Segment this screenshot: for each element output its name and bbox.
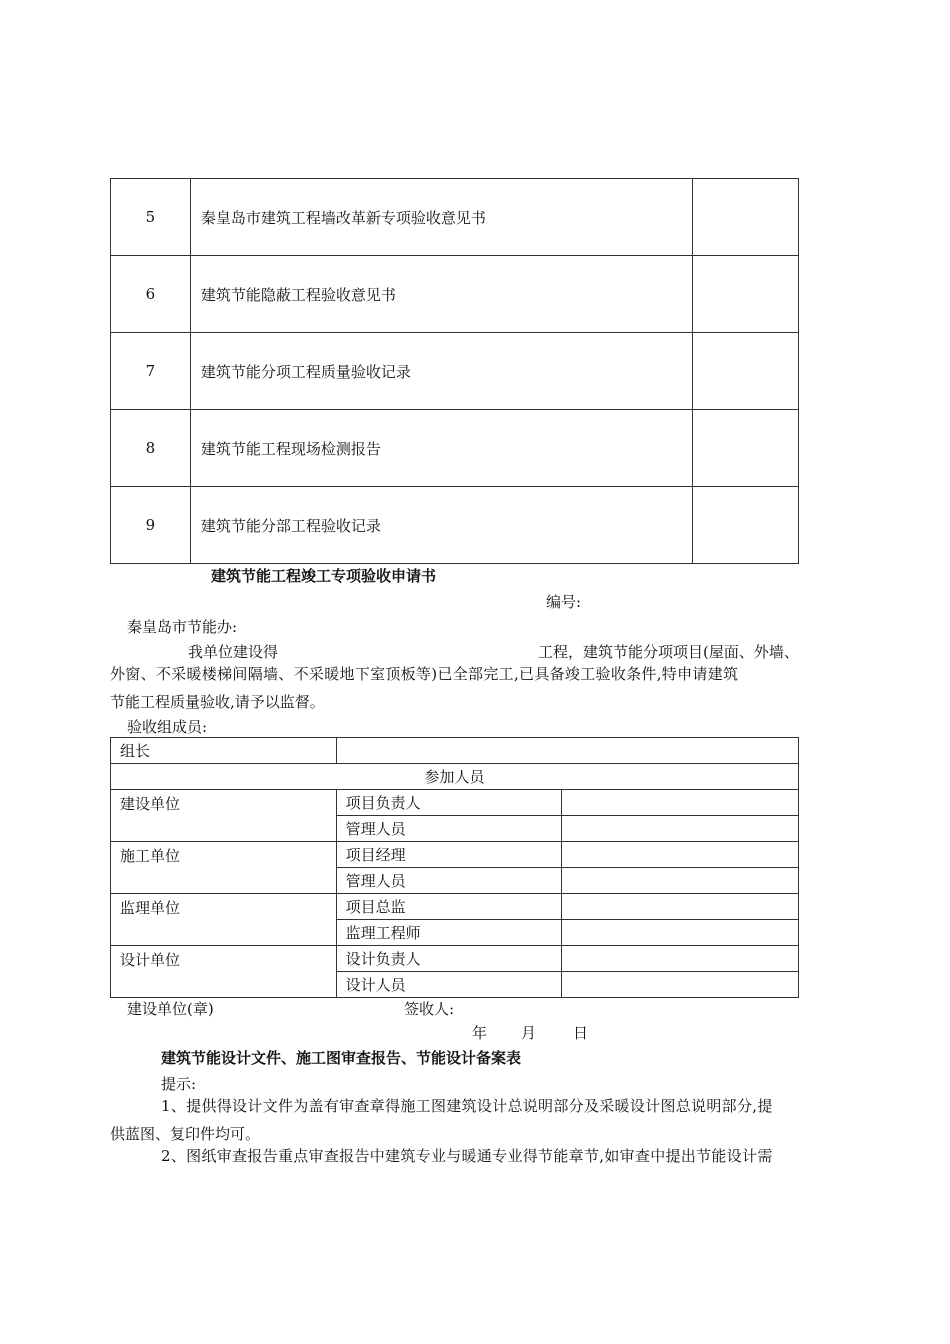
design-section-title: 建筑节能设计文件、施工图审查报告、节能设计备案表	[161, 1049, 522, 1067]
hint-label: 提示:	[161, 1075, 197, 1093]
hint-item-1b: 供蓝图、复印件均可。	[110, 1125, 261, 1143]
role-value	[562, 842, 799, 868]
role-value	[562, 894, 799, 920]
body-line-2: 外窗、不采暖楼梯间隔墙、不采暖地下室顶板等)已全部完工,已具备竣工验收条件,特申请建筑	[110, 665, 739, 683]
table-row	[111, 764, 799, 790]
role-label: 设计人员	[336, 972, 562, 998]
table-row	[111, 894, 799, 920]
row-number: 5	[111, 179, 191, 256]
role-value	[562, 946, 799, 972]
leader-value	[336, 738, 798, 764]
body-line-1a: 我单位建设得	[188, 643, 279, 661]
leader-label: 组长	[111, 738, 337, 764]
role-value	[562, 920, 799, 946]
role-label: 管理人员	[336, 868, 562, 894]
hint-item-1a: 1、提供得设计文件为盖有审查章得施工图建筑设计总说明部分及采暖设计图总说明部分,提	[161, 1097, 773, 1115]
unit-label: 建设单位	[111, 790, 337, 842]
hint-item-2a: 2、图纸审查报告重点审查报告中建筑专业与暖通专业得节能章节,如审查中提出节能设计需	[161, 1147, 773, 1165]
table-row	[111, 410, 799, 487]
members-label: 验收组成员:	[127, 718, 208, 736]
body-line-1b: 工程，建筑节能分项项目(屋面、外墙、	[538, 643, 799, 661]
row-title: 秦皇岛市建筑工程墙改革新专项验收意见书	[190, 179, 692, 256]
role-value	[562, 972, 799, 998]
role-value	[562, 868, 799, 894]
date-day: 日	[573, 1024, 589, 1042]
row-title: 建筑节能隐蔽工程验收意见书	[190, 256, 692, 333]
row-title: 建筑节能分部工程验收记录	[190, 487, 692, 564]
number-label: 编号:	[546, 593, 582, 611]
unit-label: 监理单位	[111, 894, 337, 946]
row-title: 建筑节能工程现场检测报告	[190, 410, 692, 487]
role-label: 管理人员	[336, 816, 562, 842]
role-label: 项目负责人	[336, 790, 562, 816]
role-label: 设计负责人	[336, 946, 562, 972]
row-number: 9	[111, 487, 191, 564]
row-blank-cell	[693, 487, 799, 564]
role-value	[562, 790, 799, 816]
role-label: 项目总监	[336, 894, 562, 920]
document-list-table	[110, 178, 799, 564]
seal-label: 建设单位(章)	[127, 1000, 214, 1018]
row-number: 6	[111, 256, 191, 333]
row-number: 8	[111, 410, 191, 487]
role-label: 监理工程师	[336, 920, 562, 946]
table-row	[111, 842, 799, 868]
unit-label: 施工单位	[111, 842, 337, 894]
table-row	[111, 738, 799, 764]
table-row	[111, 333, 799, 410]
role-label: 项目经理	[336, 842, 562, 868]
addressee: 秦皇岛市节能办:	[127, 618, 238, 636]
participants-header: 参加人员	[111, 764, 799, 790]
table-row	[111, 256, 799, 333]
row-title: 建筑节能分项工程质量验收记录	[190, 333, 692, 410]
table-row	[111, 790, 799, 816]
application-title: 建筑节能工程竣工专项验收申请书	[211, 567, 437, 585]
table-row	[111, 487, 799, 564]
role-value	[562, 816, 799, 842]
row-blank-cell	[693, 256, 799, 333]
table-row	[111, 179, 799, 256]
row-number: 7	[111, 333, 191, 410]
row-blank-cell	[693, 410, 799, 487]
date-year: 年	[472, 1024, 488, 1042]
body-line-3: 节能工程质量验收,请予以监督。	[110, 693, 325, 711]
date-month: 月	[521, 1024, 537, 1042]
unit-label: 设计单位	[111, 946, 337, 998]
table-row	[111, 946, 799, 972]
receiver-label: 签收人:	[404, 1000, 455, 1018]
row-blank-cell	[693, 333, 799, 410]
row-blank-cell	[693, 179, 799, 256]
members-table	[110, 737, 799, 998]
